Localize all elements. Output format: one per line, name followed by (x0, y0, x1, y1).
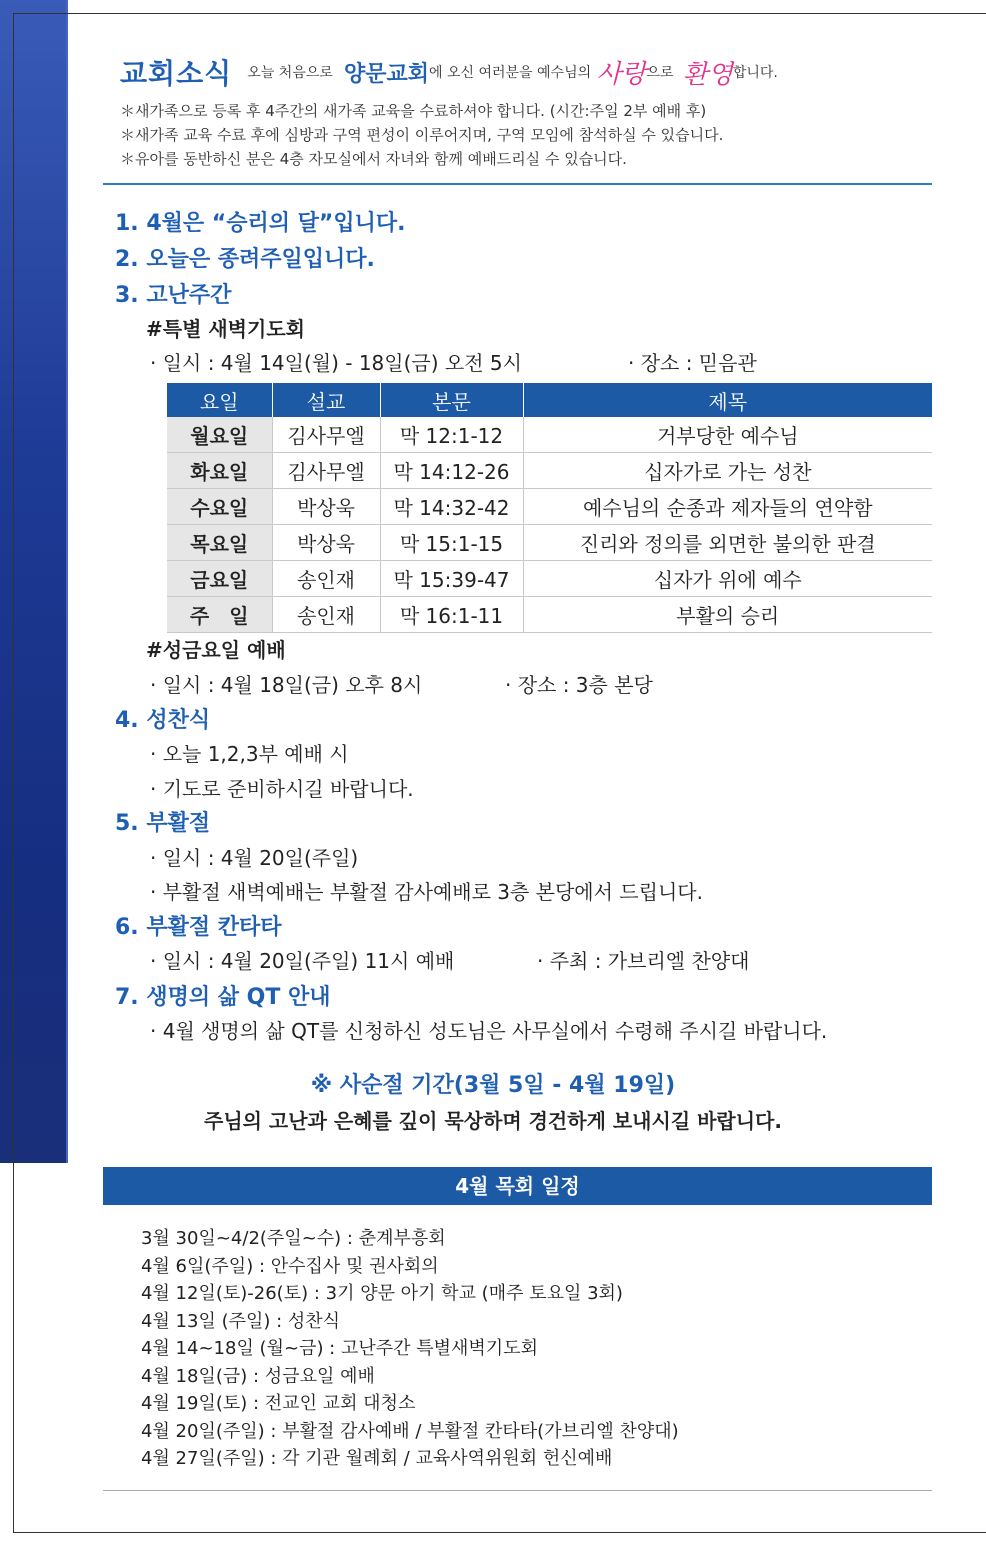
section-6-title: 6. 부활절 칸타타 (115, 915, 282, 940)
section-2-title: 2. 오늘은 종려주일입니다. (115, 247, 375, 272)
table-row (167, 489, 932, 525)
sermon-title-cell: 거부당한 예수님 (523, 417, 932, 453)
section-3-title: 3. 고난주간 (115, 283, 232, 308)
scripture-cell: 막 15:39-47 (380, 561, 523, 597)
new-family-notes (120, 99, 723, 171)
section-4-title: 4. 성찬식 (115, 708, 211, 733)
church-news-header (120, 52, 778, 92)
note-item: ＊유아를 동반하신 분은 4층 자모실에서 자녀와 함께 예배드리실 수 있습니다. (120, 150, 627, 168)
dawn-prayer-place: · 장소 : 믿음관 (628, 351, 757, 375)
welcome-word: 환영 (682, 59, 733, 90)
table-row (167, 597, 932, 633)
communion-line-1: · 오늘 1,2,3부 예배 시 (150, 742, 349, 766)
dawn-prayer-time: · 일시 : 4월 14일(월) - 18일(금) 오전 5시 (150, 351, 522, 375)
lent-period-title: ※ 사순절 기간(3월 5일 - 4월 19일) (310, 1073, 676, 1098)
preacher-cell: 박상욱 (272, 525, 380, 561)
schedule-item: 4월 13일 (주일) : 성찬식 (141, 1310, 341, 1332)
schedule-item: 4월 12일(토)-26(토) : 3기 양문 아기 학교 (매주 토요일 3회) (141, 1283, 623, 1304)
welcome-text-post: 합니다. (732, 65, 778, 81)
schedule-item: 4월 6일(주일) : 안수집사 및 권사회의 (141, 1255, 439, 1277)
sermon-title-cell: 십자가 위에 예수 (523, 561, 932, 597)
preacher-cell: 송인재 (272, 597, 380, 633)
footer-divider (103, 1490, 932, 1491)
good-friday-subtitle: #성금요일 예배 (146, 638, 286, 662)
dawn-prayer-table (167, 383, 932, 633)
scripture-cell: 막 15:1-15 (380, 525, 523, 561)
column-header: 설교 (272, 383, 380, 417)
sermon-title-cell: 부활의 승리 (523, 597, 932, 633)
good-friday-time: · 일시 : 4월 18일(금) 오후 8시 (150, 673, 423, 697)
day-cell: 화요일 (167, 453, 272, 489)
table-row (167, 417, 932, 453)
church-name: 양문교회 (344, 61, 430, 87)
page-title: 교회소식 (120, 57, 233, 90)
schedule-item: 4월 20일(주일) : 부활절 감사예배 / 부활절 칸타타(가브리엘 찬양대) (141, 1420, 679, 1442)
easter-line-2: · 부활절 새벽예배는 부활절 감사예배로 3층 본당에서 드립니다. (150, 880, 703, 904)
qt-line-1: · 4월 생명의 삶 QT를 신청하신 성도님은 사무실에서 수령해 주시길 바랍니다. (150, 1019, 828, 1043)
cantata-time: · 일시 : 4월 20일(주일) 11시 예배 (150, 949, 455, 973)
note-item: ＊새가족으로 등록 후 4주간의 새가족 교육을 수료하셔야 합니다. (시간:주일 2부 예배 후) (120, 102, 707, 120)
lent-period-text: 주님의 고난과 은혜를 깊이 묵상하며 경건하게 보내시길 바랍니다. (204, 1109, 782, 1133)
scripture-cell: 막 14:12-26 (380, 453, 523, 489)
preacher-cell: 김사무엘 (272, 417, 380, 453)
welcome-text-mid2: 으로 (646, 65, 674, 81)
cantata-host: · 주최 : 가브리엘 찬양대 (537, 949, 750, 973)
table-row (167, 561, 932, 597)
section-5-title: 5. 부활절 (115, 811, 211, 836)
day-cell: 주 일 (167, 597, 272, 633)
section-7-title: 7. 생명의 삶 QT 안내 (115, 985, 331, 1010)
section-1-title: 1. 4월은 “승리의 달”입니다. (115, 211, 406, 236)
sermon-title-cell: 예수님의 순종과 제자들의 연약함 (523, 489, 932, 525)
schedule-item: 4월 19일(토) : 전교인 교회 대청소 (141, 1393, 416, 1414)
day-cell: 월요일 (167, 417, 272, 453)
good-friday-place: · 장소 : 3층 본당 (505, 673, 653, 697)
column-header: 본문 (380, 383, 523, 417)
table-row (167, 453, 932, 489)
column-header: 요일 (167, 383, 272, 417)
sermon-title-cell: 진리와 정의를 외면한 불의한 판결 (523, 525, 932, 561)
easter-line-1: · 일시 : 4월 20일(주일) (150, 846, 359, 870)
welcome-text-pre: 오늘 처음으로 (247, 65, 333, 81)
table-header-row (167, 383, 932, 417)
table-row (167, 525, 932, 561)
preacher-cell: 박상욱 (272, 489, 380, 525)
ministry-schedule-list (141, 1225, 679, 1473)
note-item: ＊새가족 교육 수료 후에 심방과 구역 편성이 이루어지며, 구역 모임에 참석하실 수 있습니다. (120, 126, 724, 144)
schedule-item: 4월 27일(주일) : 각 기관 월례회 / 교육사역위원회 헌신예배 (141, 1448, 613, 1469)
schedule-item: 4월 14~18일 (월~금) : 고난주간 특별새벽기도회 (141, 1338, 538, 1359)
welcome-text-mid: 에 오신 여러분을 예수님의 (429, 65, 592, 81)
day-cell: 수요일 (167, 489, 272, 525)
scripture-cell: 막 14:32-42 (380, 489, 523, 525)
preacher-cell: 송인재 (272, 561, 380, 597)
day-cell: 금요일 (167, 561, 272, 597)
ministry-schedule-title: 4월 목회 일정 (103, 1167, 932, 1205)
dawn-prayer-subtitle: #특별 새벽기도회 (146, 317, 305, 341)
schedule-item: 4월 18일(금) : 성금요일 예배 (141, 1365, 375, 1387)
scripture-cell: 막 12:1-12 (380, 417, 523, 453)
sermon-title-cell: 십자가로 가는 성찬 (523, 453, 932, 489)
day-cell: 목요일 (167, 525, 272, 561)
column-header: 제목 (523, 383, 932, 417)
scripture-cell: 막 16:1-11 (380, 597, 523, 633)
header-divider (103, 183, 932, 185)
love-word: 사랑 (596, 59, 647, 90)
communion-line-2: · 기도로 준비하시길 바랍니다. (150, 777, 414, 801)
preacher-cell: 김사무엘 (272, 453, 380, 489)
schedule-item: 3월 30일~4/2(주일~수) : 춘계부흥회 (141, 1228, 446, 1249)
